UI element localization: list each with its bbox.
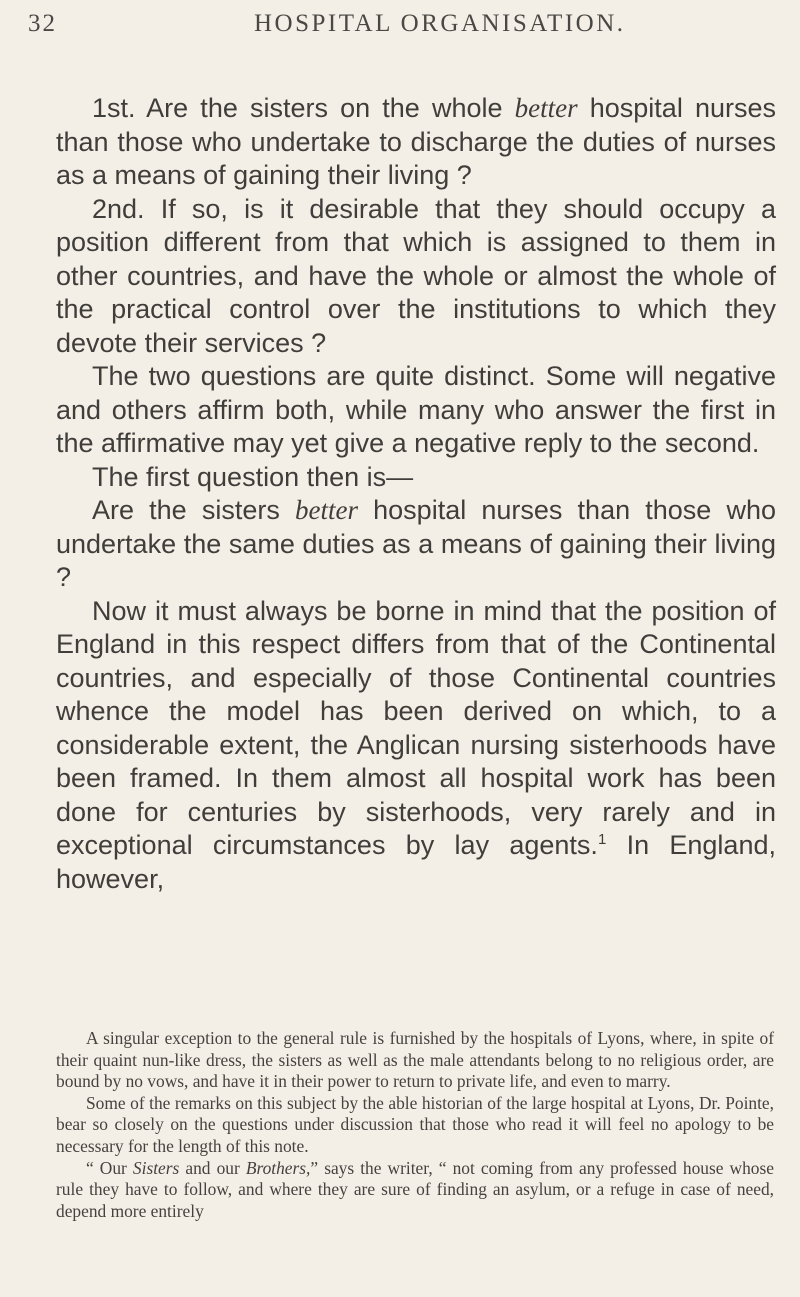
- paragraph-distinction: The two questions are quite distinct. Some will negative and others affirm both, while many who answer the first in the affirmative may yet give a negative reply to the second.: [56, 361, 776, 458]
- emphasis-sisters: Sisters: [132, 1157, 180, 1178]
- footnote-text: ” says the writer, “ not coming from any professed house whose rule they have to follow, and where they are sure of finding an asylum, or a refuge in case of need, depend more entirely: [56, 1157, 774, 1221]
- footnote-paragraph-pointe: Some of the remarks on this subject by the able historian of the large hospital at Lyons, Dr. Pointe, bear so closely on the questions under discussion that those who read it will feel no apology to be necessary for the length of this note.: [56, 1092, 774, 1156]
- paragraph-question-one: [56, 92, 776, 193]
- paragraph-text: 1st. Are the sisters on the whole: [92, 93, 515, 123]
- paragraph-text: In England, however,: [56, 830, 776, 894]
- main-text: [56, 92, 776, 896]
- paragraph-text: Are the sisters: [92, 495, 296, 525]
- paragraph-text: Now it must always be borne in mind that the position of England in this respect differs from that of the Continental countries, and especially of those Continental countries whence the model has been derived on which, to a considerable extent, the Anglican nursing sisterhoods have been framed. In them almost all hospital work has been done for centuries by sisterhoods, very rarely and in exceptional circumstances by lay agents.: [56, 595, 776, 860]
- footnote-text: and our: [179, 1157, 246, 1178]
- paragraph-text: hospital nurses than those who undertake the same duties as a means of gaining their living ?: [56, 495, 776, 592]
- paragraph-first-question-intro: The first question then is—: [92, 461, 414, 492]
- paragraph-question-two: 2nd. If so, is it desirable that they should occupy a position different from that which is assigned to them in other countries, and have the whole or almost the whole of the practical control over the institutions to which they devote their services ?: [56, 193, 776, 358]
- footnote-paragraph-lyons: A singular exception to the general rule is furnished by the hospitals of Lyons, where, in spite of their quaint nun-like dress, the sisters as well as the male attendants belong to no religious order, are bound by no vows, and have it in their power to return to private life, and even to marry.: [56, 1028, 774, 1092]
- footnote: [56, 1028, 774, 1222]
- paragraph-continental: [56, 595, 776, 897]
- footnote-marker: 1: [597, 831, 607, 848]
- footnote-text: “ Our: [86, 1157, 133, 1178]
- running-title: HOSPITAL ORGANISATION.: [254, 10, 626, 37]
- page-header: [28, 6, 768, 46]
- page-number: 32: [28, 10, 57, 37]
- paragraph-first-question: [56, 494, 776, 595]
- footnote-paragraph-quote: [56, 1158, 774, 1223]
- emphasis-brothers: Brothers,: [245, 1157, 311, 1178]
- emphasis-better: better: [514, 93, 578, 123]
- paragraph-text: hospital nurses than those who undertake to discharge the duties of nurses as a means of gaining their living ?: [56, 93, 776, 190]
- emphasis-better: better: [295, 495, 358, 525]
